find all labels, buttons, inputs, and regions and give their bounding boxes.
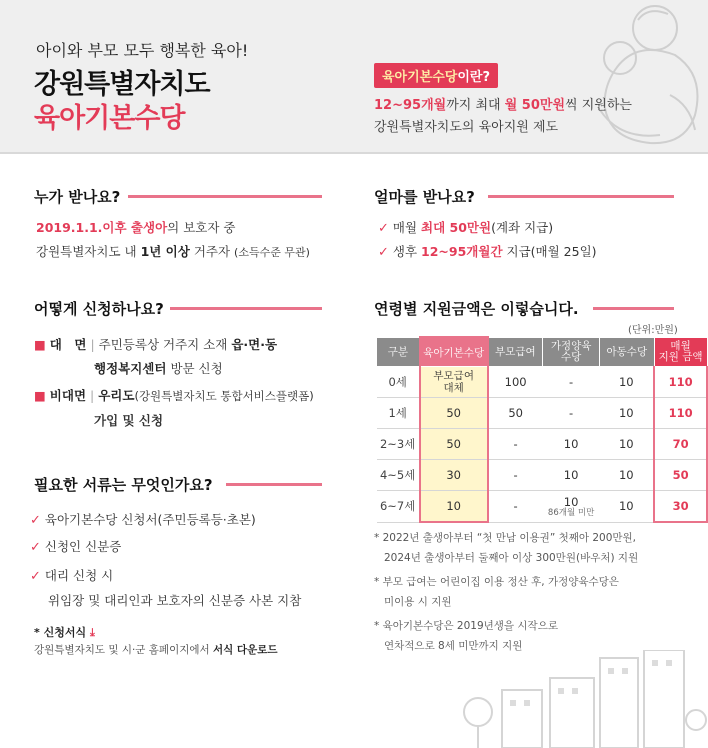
table-row [377, 460, 708, 491]
header-category: 구분 [377, 337, 420, 367]
who-line1-rest: 의 보호자 중 [167, 220, 236, 235]
child-cell: 10 [599, 429, 654, 460]
form-download-link[interactable]: 서식 다운로드 [212, 644, 278, 656]
parent-child-illustration [560, 0, 708, 150]
total-cell: 50 [654, 460, 707, 491]
note-line-1: * 2022년 출생아부터 “첫 만남 이용권” 첫째아 200만원, [374, 532, 637, 544]
badge-rest: 이란? [457, 70, 491, 85]
table-row [377, 429, 708, 460]
parent-cell: 50 [488, 398, 543, 429]
basic-cell: 30 [420, 460, 488, 491]
form-label-text: * 신청서식 [34, 626, 87, 639]
doc-item-3-text: 대리 신청 시 [44, 568, 114, 583]
in-person-office: 읍·면·동 [231, 337, 278, 352]
platform-desc: (강원특별자치도 통합서비스플랫폼) [134, 389, 314, 403]
badge-highlight: 육아기본수당 [382, 70, 458, 85]
header-monthly-total: 매월 지원 금액 [654, 337, 707, 367]
months-range: 12~95개월 [374, 98, 447, 113]
home-cell-note: 86개월 미만 [547, 507, 595, 518]
apply-section-title: 어떻게 신청하나요? [34, 300, 164, 318]
what-end: 씩 지원하는 [565, 98, 632, 113]
home-cell [543, 491, 600, 523]
doc-item-1-text: 육아기본수당 신청서(주민등록등·초본) [44, 512, 256, 527]
header-parent-benefit: 부모급여 [488, 337, 543, 367]
apply-title-rule [170, 307, 322, 310]
header-home-care: 가정양육 수당 [543, 337, 600, 367]
check-icon: ✓ [378, 245, 389, 260]
city-buildings-illustration [440, 650, 708, 748]
total-cell: 30 [654, 491, 707, 523]
who-line2-start: 강원특별자치도 내 [36, 244, 137, 259]
doc-item-1 [30, 510, 256, 528]
home-cell-value: 10 [563, 494, 579, 509]
eligible-birth-date: 2019.1.1.이후 출생아 [36, 220, 168, 235]
doc-item-2 [30, 537, 121, 555]
amount-table [376, 336, 708, 523]
parent-cell: - [488, 460, 543, 491]
how-much-item2-end: 지급(매월 25일) [506, 244, 597, 259]
divider-bar: | [90, 337, 95, 352]
table-row [377, 398, 708, 429]
how-much-item2-start: 생후 [392, 244, 418, 259]
age-cell: 4~5세 [377, 460, 420, 491]
form-line-start: 강원특별자치도 및 시·군 홈페이지에서 [34, 644, 210, 656]
who-line2 [36, 242, 310, 260]
basic-cell: 10 [420, 491, 488, 523]
child-cell: 10 [599, 367, 654, 398]
doc-item-2-text: 신청인 신분증 [44, 539, 122, 554]
parent-cell: - [488, 429, 543, 460]
divider-bar: | [90, 388, 95, 403]
residence-period: 1년 이상 [140, 244, 190, 259]
age-cell: 1세 [377, 398, 420, 429]
note-line-4: 미이용 시 지원 [384, 596, 452, 608]
table-header-row [377, 337, 708, 367]
parent-cell: - [488, 491, 543, 523]
note-line-6: 연차적으로 8세 미만까지 지원 [384, 640, 523, 652]
home-cell: - [543, 367, 600, 398]
doc-item-3-line2: 위임장 및 대리인과 보호자의 신분증 사본 지참 [48, 593, 302, 608]
note-line-3: * 부모 급여는 어린이집 이용 정산 후, 가정양육수당은 [374, 576, 619, 588]
apply-online-line2: 가입 및 신청 [94, 413, 164, 428]
how-much-item1-end: (계좌 지급) [491, 220, 554, 235]
who-section-title: 누가 받나요? [34, 188, 121, 206]
parent-cell: 100 [488, 367, 543, 398]
note-line-5: * 육아기본수당은 2019년생을 시작으로 [374, 620, 558, 632]
age-cell: 0세 [377, 367, 420, 398]
who-line1 [36, 218, 236, 236]
payment-period: 12~95개월간 [421, 244, 503, 259]
online-label: 비대면 [49, 388, 87, 403]
what-is-line1 [374, 94, 632, 113]
how-much-item1-start: 매월 [392, 220, 418, 235]
what-is-badge [374, 63, 498, 88]
check-icon: ✓ [30, 540, 41, 555]
visit-apply: 방문 신청 [170, 361, 223, 376]
in-person-text: 주민등록상 거주지 소재 [98, 337, 228, 352]
income-note: (소득수준 무관) [234, 246, 310, 259]
total-cell: 110 [654, 398, 707, 429]
platform-name: 우리도 [98, 388, 135, 403]
welfare-center: 행정복지센터 [94, 361, 167, 376]
how-much-title-rule [488, 195, 674, 198]
who-line2-end: 거주자 [193, 244, 231, 259]
total-cell: 70 [654, 429, 707, 460]
what-mid: 까지 최대 [446, 98, 501, 113]
home-cell: 10 [543, 460, 600, 491]
header-child-allowance: 아동수당 [599, 337, 654, 367]
page-title-program: 육아기본수당 [34, 103, 185, 134]
tagline: 아이와 부모 모두 행복한 육아! [36, 41, 249, 60]
bullet-icon: ■ [34, 388, 46, 403]
header-basic-allowance: 육아기본수당 [420, 337, 488, 367]
monthly-amount: 월 50만원 [504, 98, 566, 113]
docs-title-rule [226, 483, 322, 486]
apply-in-person-line2 [94, 359, 223, 377]
table-title-rule [593, 307, 674, 310]
how-much-item2 [378, 242, 597, 260]
home-cell: - [543, 398, 600, 429]
child-cell: 10 [599, 491, 654, 523]
what-is-line2: 강원특별자치도의 육아지원 제도 [374, 120, 559, 135]
child-cell: 10 [599, 460, 654, 491]
download-icon: ⤓ [89, 626, 95, 639]
form-download-line [34, 642, 278, 657]
child-cell: 10 [599, 398, 654, 429]
check-icon: ✓ [378, 221, 389, 236]
docs-section-title: 필요한 서류는 무엇인가요? [34, 476, 213, 494]
table-section-title: 연령별 지원금액은 이렇습니다. [374, 300, 579, 318]
home-cell: 10 [543, 429, 600, 460]
basic-cell: 50 [420, 398, 488, 429]
bullet-icon: ■ [34, 337, 46, 352]
note-line-2: 2024년 출생아부터 둘째아 이상 300만원(바우처) 지원 [384, 552, 639, 564]
age-cell: 6~7세 [377, 491, 420, 523]
age-cell: 2~3세 [377, 429, 420, 460]
check-icon: ✓ [30, 569, 41, 584]
total-cell: 110 [654, 367, 707, 398]
basic-cell: 50 [420, 429, 488, 460]
header-divider [0, 152, 708, 154]
table-row [377, 491, 708, 523]
who-title-rule [128, 195, 322, 198]
in-person-label: 대 면 [49, 337, 87, 352]
form-download-label [34, 624, 95, 640]
table-unit: (단위:만원) [628, 325, 678, 336]
apply-in-person [34, 335, 277, 353]
apply-online [34, 386, 314, 404]
how-much-item1 [378, 218, 553, 236]
amount-table-wrap [376, 336, 708, 523]
page-title-region: 강원특별자치도 [34, 69, 210, 100]
doc-item-3 [30, 566, 113, 584]
check-icon: ✓ [30, 513, 41, 528]
table-row [377, 367, 708, 398]
how-much-section-title: 얼마를 받나요? [374, 188, 475, 206]
basic-cell: 부모급여 대체 [420, 367, 488, 398]
max-amount: 최대 50만원 [421, 220, 492, 235]
